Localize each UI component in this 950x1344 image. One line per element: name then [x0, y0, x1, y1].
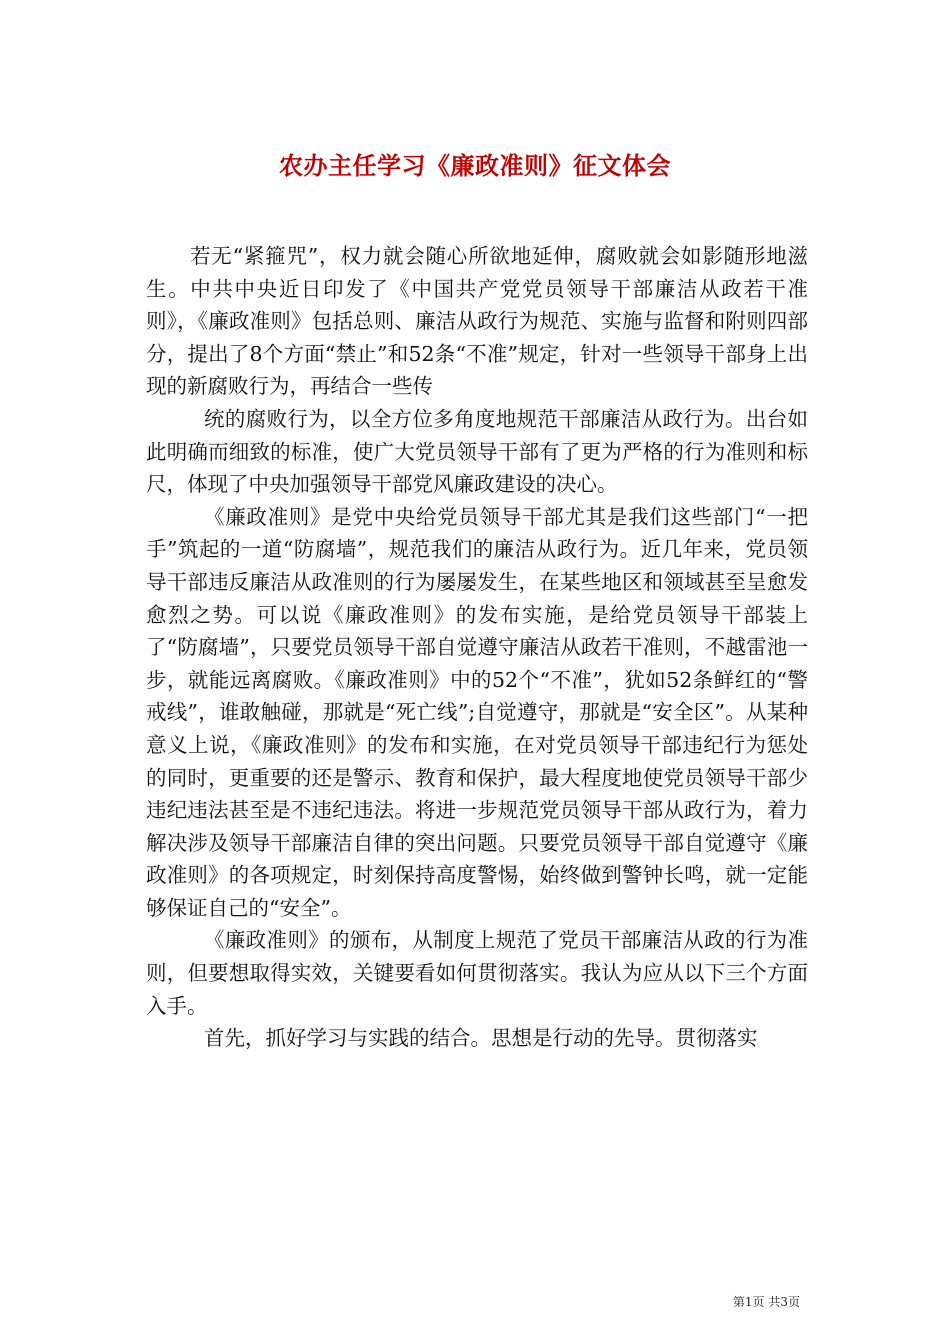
page-number: 第1页 共3页: [732, 1295, 800, 1309]
paragraph-3: 《廉政准则》是党中央给党员领导干部尤其是我们这些部门“一把手”筑起的一道“防腐墙”，规范我们的廉洁从政行为。近几年来，党员领导干部违反廉洁从政准则的行为屡屡发生，在某些地区和领域甚至呈愈发愈烈之势。可以说《廉政准则》的发布实施，是给党员领导干部装上了“防腐墙”，只要党员领导干部自觉遵守廉洁从政若干准则，不越雷池一步，就能远离腐败。《廉政准则》中的52个“不准”，犹如52条鲜红的“警戒线”，谁敢触碰，那就是“死亡线”;自觉遵守，那就是“安全区”。从某种意义上说，《廉政准则》的发布和实施，在对党员领导干部违纪行为惩处的同时，更重要的还是警示、教育和保护，最大程度地使党员领导干部少违纪违法甚至是不违纪违法。将进一步规范党员领导干部从政行为，着力解决涉及领导干部廉洁自律的突出问题。只要党员领导干部自觉遵守《廉政准则》的各项规定，时刻保持高度警惕，始终做到警钟长鸣，就一定能够保证自己的“安全”。: [146, 504, 808, 920]
paragraph-5: 首先，抓好学习与实践的结合。思想是行动的先导。贯彻落实: [204, 1026, 758, 1051]
paragraph-1: 若无“紧箍咒”，权力就会随心所欲地延伸，腐败就会如影随形地滋生。中共中央近日印发了《中国共产党党员领导干部廉洁从政若干准则》，《廉政准则》包括总则、廉洁从政行为规范、实施与监督和附则四部分，提出了8个方面“禁止”和52条“不准”规定，针对一些领导干部身上出现的新腐败行为，再结合一些传: [146, 244, 808, 399]
document-body: [146, 240, 808, 1055]
paragraph-4: 《廉政准则》的颁布，从制度上规范了党员干部廉洁从政的行为准则，但要想取得实效，关键要看如何贯彻落实。我认为应从以下三个方面入手。: [146, 928, 808, 1018]
paragraph-2: 统的腐败行为，以全方位多角度地规范干部廉洁从政行为。出台如此明确而细致的标准，使广大党员领导干部有了更为严格的行为准则和标尺，体现了中央加强领导干部党风廉政建设的决心。: [146, 406, 808, 497]
document-title: 农办主任学习《廉政准则》征文体会: [279, 151, 671, 181]
